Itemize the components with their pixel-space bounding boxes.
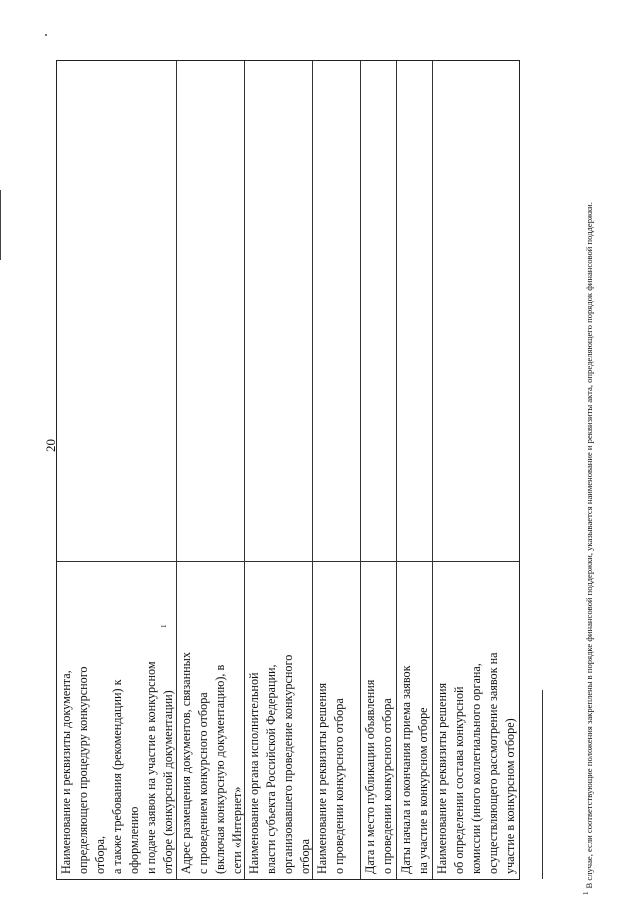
row-label: Наименование и реквизиты решения о проведении конкурсного отбора: [313, 561, 360, 879]
table-row: [433, 61, 519, 879]
row-value-empty: [177, 61, 244, 561]
table-row: [177, 61, 245, 879]
table-row: [57, 61, 177, 879]
row-label: Даты начала и окончания приема заявок на участие в конкурсном отборе: [397, 561, 432, 879]
info-table: [56, 60, 520, 880]
row-value-empty: [313, 61, 360, 561]
scan-artifact: [45, 34, 47, 36]
footnote-separator: [542, 690, 543, 879]
page-number: 20: [43, 439, 58, 452]
row-value-empty: [57, 61, 176, 561]
row-label: Наименование и реквизиты документа, определяющего процедуру конкурсного отбора, а также требования (рекомендации) к оформлению и подаче заявок на участие в конкурсном отборе (конкурсной документации): [57, 561, 176, 879]
row-label: Адрес размещения документов, связанных с проведением конкурсного отбора (включая конкурсную документацию), в сети «Интернет»: [177, 561, 244, 879]
table-row: [313, 61, 361, 879]
footnote-reference: 1: [160, 624, 168, 628]
row-label: Наименование и реквизиты решения об определении состава конкурсной комиссии (иного коллегиального органа, осуществляющего рассмотрение заявок на участие в конкурсном отборе): [433, 561, 519, 879]
footnote-text: В случае, если соответствующие положения закреплены в порядке финансовой поддержки, указывается наименование и реквизиты акта, определяющего порядок финансовой поддержки.: [583, 202, 594, 889]
row-value-empty: [361, 61, 396, 561]
row-label: Наименование органа исполнительной власти субъекта Российской Федерации, организовавшего проведение конкурсного отбора: [245, 561, 312, 879]
scan-artifact: [0, 190, 1, 260]
table-row: [361, 61, 397, 879]
row-label: Дата и место публикации объявления о проведении конкурсного отбора: [361, 561, 396, 879]
row-value-empty: [245, 61, 312, 561]
row-value-empty: [433, 61, 519, 561]
table-row: [397, 61, 433, 879]
footnote: [580, 80, 595, 895]
table-row: [245, 61, 313, 879]
row-value-empty: [397, 61, 432, 561]
footnote-mark: 1: [582, 891, 590, 895]
